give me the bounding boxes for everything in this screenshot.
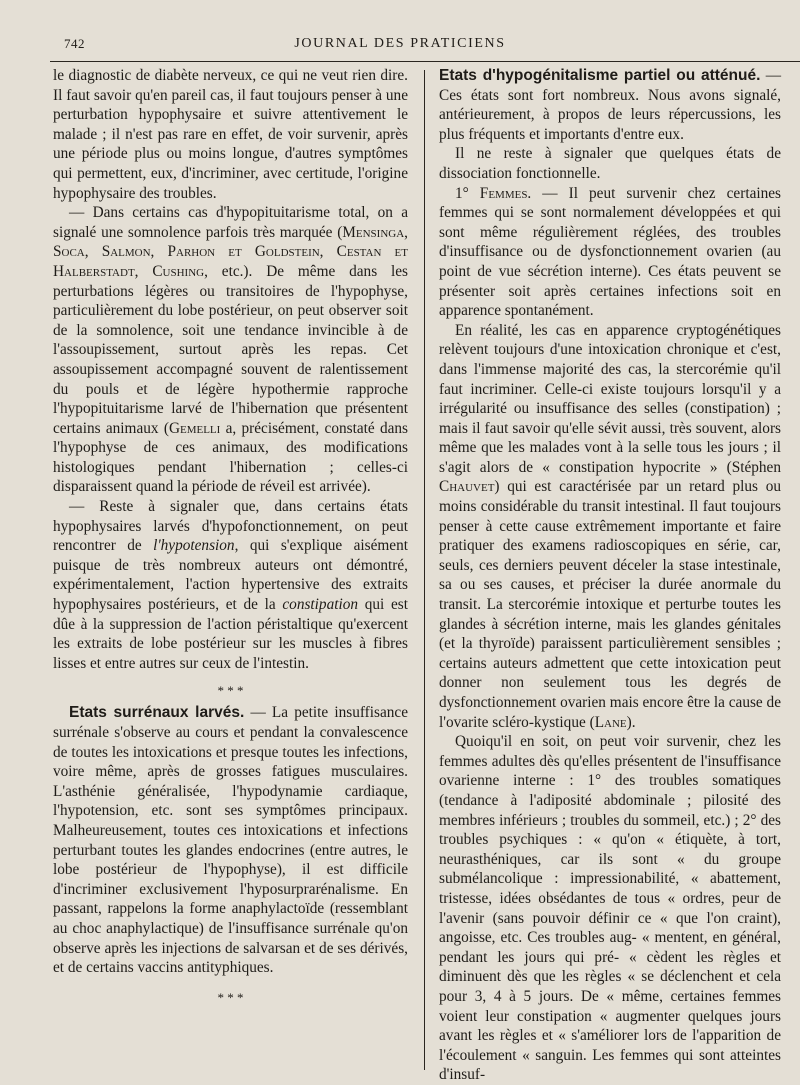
column-divider bbox=[424, 70, 425, 1070]
emphasis-constipation: constipation bbox=[282, 596, 359, 614]
section-title-surrenaux: Etats surrénaux larvés. bbox=[69, 704, 245, 722]
text-run: — Dans certains cas d'hypopituitarisme total, on a signalé une somnolence parfois très marquée ( bbox=[53, 204, 408, 241]
paragraph-femmes bbox=[439, 184, 781, 321]
paragraph-troubles: Quoiqu'il en soit, on peut voir survenir, chez les femmes adultes dès qu'elles présentent de l'insuffisance ovarienne interne : 1° des troubles somatiques (tendance à l'adiposité abdominale ; pilosité des membres inférieurs ; troubles du sommeil, etc.) ; 2° des troubles psychiques : « qu'on « étiquète, à tort, neurasthéniques, car ils sont « du groupe submélancolique : impressionabilité, « abattement, tristesse, idées obsédantes de tous « ordres, peur de l'avenir (sans pouvoir définir ce « que l'on craint), angoisse, etc. Ces troubles aug- « mentent, en général, pendant les jours qui pré- « cèdent les règles et diminuent dès que les règles « se déclenchent et cela pour 3, 4 à 5 jours. De « même, certaines femmes voient leur constipation « augmenter quelques jours avant les règles et « s'améliorer lors de l'apparition de l'écoulement « sanguin. Les femmes qui sont atteintes d'insuf- bbox=[439, 733, 781, 1084]
subsection-label-femmes: 1° Femmes. bbox=[455, 184, 532, 202]
emphasis-hypotension: l'hypotension bbox=[153, 537, 235, 555]
paragraph-hypotension bbox=[53, 497, 408, 673]
text-run: — Il peut survenir chez certaines femmes qui se sont normalement développées et qui sont même régulièrement réglées, des troubles d'insuffisance ou de dysfonctionnement ovarien (au point de vue sécrétion interne). Ces états peuvent se présenter soit après certaines infections soit en apparence spontanément. bbox=[439, 184, 781, 320]
header-rule bbox=[50, 61, 800, 62]
journal-title: JOURNAL DES PRATICIENS bbox=[294, 36, 506, 51]
paragraph-diabete: le diagnostic de diabète nerveux, ce qui ne veut rien dire. Il faut savoir qu'en pareil cas, il faut toujours penser à une perturbation hypophysaire et suivre attentivement le malade ; il n'est pas rare en effet, de voir survenir, après une période plus ou moins longue, d'autres symptômes qui permettent, eux, d'incriminer, avec certitude, l'origine hypophysaire des troubles. bbox=[53, 67, 408, 202]
text-run: , qui s'explique aisément puisque de très nombreux auteurs ont démontré, expérimentalement, l'action hypertensive des extraits hypophysaires postérieurs, et de la bbox=[53, 537, 408, 614]
author-names: Mensinga, Soca, Salmon, Parhon et Goldstein, Cestan et Halberstadt, Cushing bbox=[53, 223, 408, 280]
paragraph-surrenaux bbox=[53, 703, 408, 977]
paragraph-hypogenitalisme bbox=[439, 66, 781, 144]
text-run: ) qui est caractérisée par un retard plus ou moins considérable du transit intestinal. Il faut toujours penser à cette cause extrêmement importante et faire pratiquer des examens radioscopiques en série, car, seuls, ces derniers peuvent déceler la stase intestinale, sa ou ses causes, et préciser la durée anormale du transit. La stercorémie intoxique et perturbe toutes les glandes à sécrétion interne, mais les glandes génitales (et la thyroïde) paraissent particulièrement sensibles ; certains auteurs admettent que cette intoxication peut donner non seulement tous les degrés de dysfonctionnement ovarien mais encore être la cause de l'ovarite scléro-kystique ( bbox=[439, 478, 781, 731]
text-run: ). bbox=[626, 713, 636, 731]
author-name-lane: Lane bbox=[594, 713, 627, 731]
asterism-separator: * * * bbox=[217, 683, 244, 699]
text-run: — Ces états sont fort nombreux. Nous avons signalé, antérieurement, à propos de leurs répercussions, les plus fréquents et importants d'entre eux. bbox=[439, 67, 781, 143]
paragraph-somnolence bbox=[53, 203, 408, 497]
paragraph-dissociation: Il ne reste à signaler que quelques états de dissociation fonctionnelle. bbox=[439, 145, 781, 182]
text-run: , etc.). De même dans les perturbations légères ou transitoires de l'hypophyse, particulièrement du lobe postérieur, on peut observer soit de la somnolence, soit une tendance invincible à de l'assoupissement, surtout après les repas. Cet assoupissement accompagné souvent de ralentissement du pouls et de légère hypothermie rapproche l'hypopituitarisme larvé de l'hibernation que présentent certains animaux ( bbox=[53, 262, 409, 437]
text-run: — La petite insuffisance surrénale s'observe au cours et pendant la convalescence de toutes les intoxications et presque toutes les infections, voire même, après de grosses fatigues musculaires. L'asthénie généralisée, l'hypodynamie cardiaque, l'hypotension, etc. sont ses symptômes principaux. Malheureusement, toutes ces intoxications et infections perturbant toutes les glandes endocrines (entre autres, le lobe postérieur de l'hypophyse), il est difficile d'incriminer exclusivement l'hyposurprarénalisme. En passant, rappelons la forme anaphylactoïde (ressemblant au choc anaphylactique) de l'insuffisance surrénale qu'on observe après les injections de salvarsan et de ses dérivés, et de certains vaccins antityphiques. bbox=[53, 704, 408, 977]
paragraph-stercoremie bbox=[439, 321, 781, 732]
right-column bbox=[439, 66, 781, 1085]
text-run: En réalité, les cas en apparence cryptogénétiques relèvent toujours d'une intoxication chronique et c'est, dans l'immense majorité des cas, la stercorémie qu'il faut incriminer. Celle-ci existe toujours lorsqu'il y a irrégularité ou insuffisance des selles (constipation) ; mais il faut savoir qu'elle sévit aussi, très souvent, alors même que les malades vont à la selle tous les jours ; il s'agit alors de « constipation hypocrite » (Stéphen bbox=[439, 321, 781, 476]
text-run: — Reste à signaler que, dans certains états hypophysaires larvés d'hypofonctionnement, on peut rencontrer de bbox=[53, 498, 408, 555]
page-number: 742 bbox=[64, 36, 85, 51]
text-run: a, précisément, constaté dans l'hypophyse de ces animaux, des modifications histologiques pendant l'hibernation ; celles-ci disparaissent quand la période de réveil est arrivée). bbox=[53, 419, 409, 496]
running-head bbox=[0, 36, 800, 58]
left-column bbox=[53, 66, 408, 1010]
author-name-chauvet: Chauvet bbox=[439, 478, 495, 496]
asterism-separator-bottom: * * * bbox=[217, 989, 244, 1005]
author-name: Gemelli bbox=[168, 419, 221, 437]
text-run: qui est dûe à la suppression de l'action péristaltique qu'exercent les extraits de lobe postérieur sur les muscles à fibres lisses et entre autres sur ceux de l'intestin. bbox=[53, 596, 408, 672]
section-title-hypogenitalisme: Etats d'hypogénitalisme partiel ou atténué. bbox=[439, 67, 761, 84]
